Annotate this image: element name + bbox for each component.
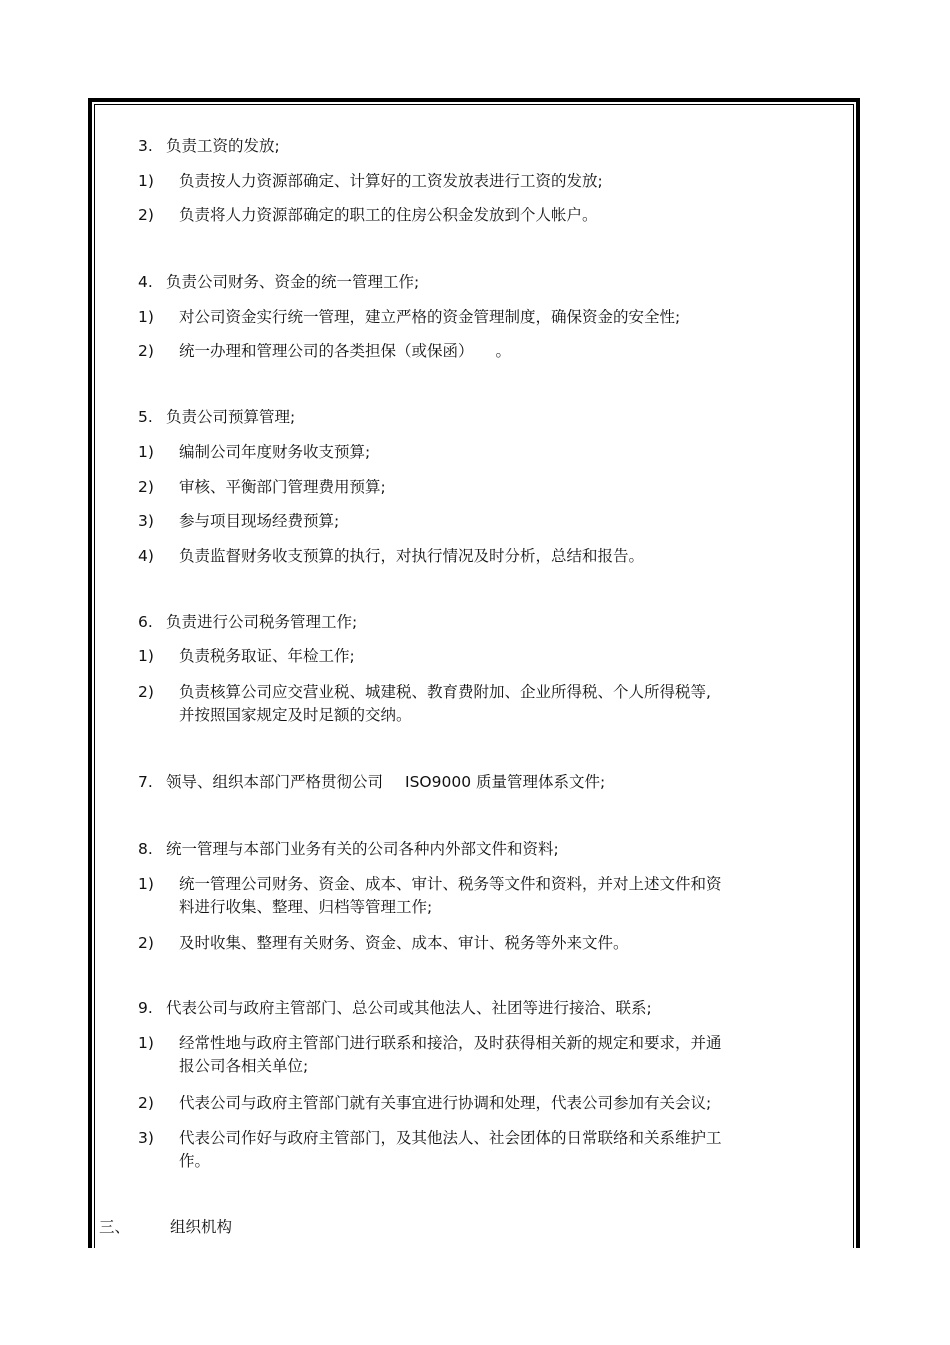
item-number: 2) (138, 1094, 154, 1112)
item-number: 1) (138, 308, 154, 326)
item-text-line1: 负责核算公司应交营业税、城建税、教育费附加、企业所得税、个人所得税等, (179, 683, 711, 701)
item-text: 及时收集、整理有关财务、资金、成本、审计、税务等外来文件。 (179, 934, 629, 952)
item-number: 2) (138, 683, 154, 701)
item-text: 参与项目现场经费预算; (179, 512, 340, 530)
section-number: 5. (138, 408, 153, 426)
section-title (166, 771, 605, 794)
section-title: 负责公司财务、资金的统一管理工作; (166, 273, 420, 291)
item-number: 1) (138, 1034, 154, 1052)
item-text-line2: 报公司各相关单位; (179, 1057, 309, 1075)
section-number: 3. (138, 137, 153, 155)
section-title-part-b: ISO9000 质量管理体系文件; (405, 773, 606, 791)
section-title: 统一管理与本部门业务有关的公司各种内外部文件和资料; (166, 840, 559, 858)
item-text: 负责税务取证、年检工作; (179, 647, 355, 665)
item-text: 负责监督财务收支预算的执行，对执行情况及时分析，总结和报告。 (179, 547, 645, 565)
item-text-line2: 并按照国家规定及时足额的交纳。 (179, 706, 412, 724)
item-text-suffix: 。 (495, 342, 512, 360)
item-number: 4) (138, 547, 154, 565)
section-number: 8. (138, 840, 153, 858)
item-text: 负责按人力资源部确定、计算好的工资发放表进行工资的发放; (179, 172, 603, 190)
section-number: 7. (138, 773, 153, 791)
section-title: 负责公司预算管理; (166, 408, 296, 426)
item-text: 对公司资金实行统一管理，建立严格的资金管理制度，确保资金的安全性; (179, 308, 681, 326)
item-text-line1: 代表公司作好与政府主管部门，及其他法人、社会团体的日常联络和关系维护工 (179, 1129, 722, 1147)
item-text-main: 统一办理和管理公司的各类担保（或保函） (179, 342, 474, 360)
item-number: 2) (138, 206, 154, 224)
section-number: 4. (138, 273, 153, 291)
item-number: 1) (138, 647, 154, 665)
section-number: 6. (138, 613, 153, 631)
item-text: 审核、平衡部门管理费用预算; (179, 478, 386, 496)
item-text: 编制公司年度财务收支预算; (179, 443, 371, 461)
section-title-part-a: 领导、组织本部门严格贯彻公司 (166, 773, 384, 791)
item-text-line2: 料进行收集、整理、归档等管理工作; (179, 898, 433, 916)
item-text: 代表公司与政府主管部门就有关事宜进行协调和处理，代表公司参加有关会议; (179, 1094, 712, 1112)
chapter-title: 组织机构 (170, 1218, 233, 1236)
section-title: 负责工资的发放; (166, 137, 280, 155)
section-number: 9. (138, 999, 153, 1017)
item-number: 2) (138, 934, 154, 952)
item-number: 2) (138, 342, 154, 360)
item-number: 3) (138, 512, 154, 530)
section-title: 负责进行公司税务管理工作; (166, 613, 358, 631)
item-text (179, 340, 511, 363)
item-number: 1) (138, 443, 154, 461)
item-number: 2) (138, 478, 154, 496)
chapter-number: 三、 (99, 1218, 131, 1236)
item-text-line1: 经常性地与政府主管部门进行联系和接洽，及时获得相关新的规定和要求，并通 (179, 1034, 722, 1052)
item-text-line2: 作。 (179, 1152, 211, 1170)
section-title: 代表公司与政府主管部门、总公司或其他法人、社团等进行接洽、联系; (166, 999, 652, 1017)
item-number: 1) (138, 875, 154, 893)
item-number: 3) (138, 1129, 154, 1147)
item-text-line1: 统一管理公司财务、资金、成本、审计、税务等文件和资料，并对上述文件和资 (179, 875, 722, 893)
chapter-heading (99, 1216, 232, 1239)
item-text: 负责将人力资源部确定的职工的住房公积金发放到个人帐户。 (179, 206, 598, 224)
item-number: 1) (138, 172, 154, 190)
